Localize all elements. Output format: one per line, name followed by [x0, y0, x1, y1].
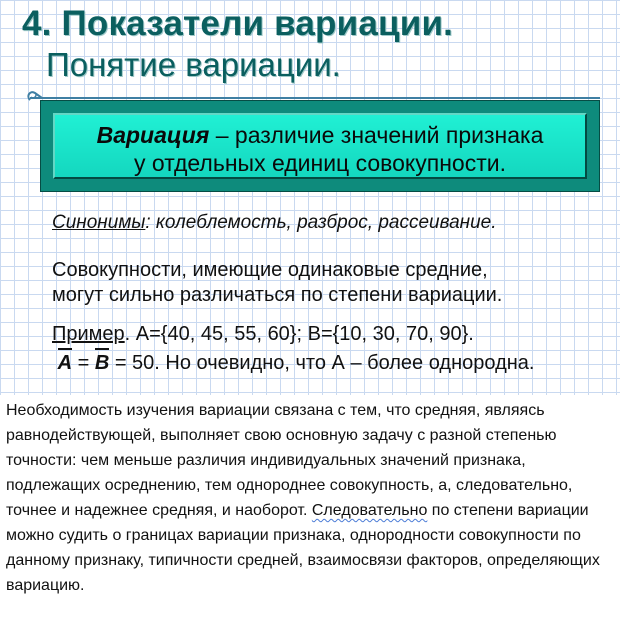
paragraph-line-2: могут сильно различаться по степени вариации. [52, 284, 503, 306]
example-conclusion: = 50. Но очевидно, что А – более однородна. [109, 352, 535, 374]
synonyms-text: : колеблемость, разброс, рассеивание. [145, 212, 497, 233]
slide-title: 4. Показатели вариации. [22, 4, 454, 43]
definition-line-2: у отдельных единиц совокупности. [134, 150, 506, 176]
paragraph-line-1: Совокупности, имеющие одинаковые средние, [52, 259, 488, 281]
explanation-text [6, 398, 614, 598]
explanation-text-end: по степени вариации можно судить о границах вариации признака, однородности совокупности по данному признаку, типичности средней, взаимосвязи факторов, определяющих вариацию. [6, 502, 600, 594]
divider-line [30, 97, 600, 99]
synonyms-label: Синонимы [52, 212, 146, 233]
definition-term: Вариация [96, 122, 210, 148]
slide-subtitle: Понятие вариации. [46, 46, 341, 83]
equals-sign: = [72, 352, 95, 374]
example-sets: . A={40, 45, 55, 60}; B={10, 30, 70, 90}. [124, 323, 474, 345]
synonyms-line [52, 212, 497, 234]
definition-box-face [53, 113, 587, 179]
example-block [52, 320, 534, 377]
example-label: Пример [52, 323, 125, 345]
definition-text [55, 121, 585, 177]
definition-box [40, 100, 600, 192]
variation-paragraph [52, 258, 502, 308]
explanation-text-start: Необходимость изучения вариации связана с тем, что средняя, являясь равнодействующей, выполняет свою основную задачу с разной степенью точности: чем меньше различия индивидуальных значений признака, подлежащих осреднению, тем однороднее совокупность, а, следовательно, точнее и надежнее средняя, и наоборот. [6, 402, 573, 519]
mean-a-symbol: A [58, 348, 72, 374]
spellcheck-marked-word: Следовательно [311, 502, 428, 519]
mean-b-symbol: B [95, 348, 109, 374]
definition-text-rest: – различие значений признака [209, 122, 544, 148]
